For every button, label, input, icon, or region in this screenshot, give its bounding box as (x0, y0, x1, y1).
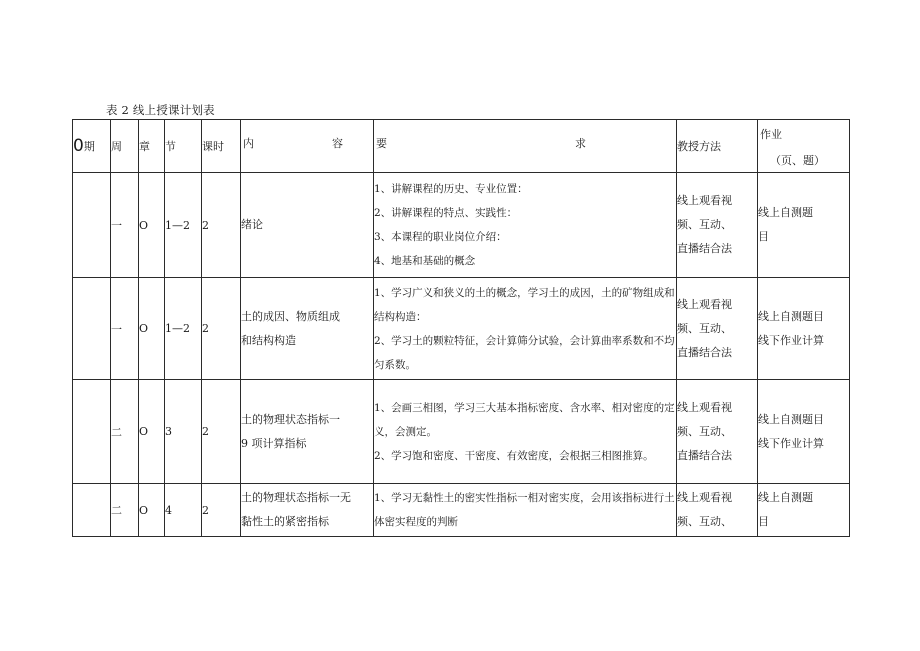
requirements-cell: 1、讲解课程的历史、专业位置： 2、讲解课程的特点、实践性： 3、本课程的职业岗位介绍： 4、地基和基础的概念 (374, 173, 677, 278)
section-cell: 3 (165, 380, 202, 484)
chapter-cell: O (139, 173, 165, 278)
method-cell: 线上观看视 频、互动、 直播结合法 (677, 278, 758, 380)
week-cell: 二 (111, 380, 139, 484)
hours-cell: 2 (202, 380, 241, 484)
table-caption: 表 2 线上授课计划表 (106, 103, 215, 117)
period-cell (73, 484, 111, 537)
method-cell: 线上观看视 频、互动、 (677, 484, 758, 537)
chapter-cell: O (139, 484, 165, 537)
period-cell (73, 278, 111, 380)
content-cell: 土的物理状态指标一无 黏性土的紧密指标 (241, 484, 374, 537)
section-cell: 4 (165, 484, 202, 537)
header-requirements: 要 求 (374, 120, 677, 173)
hours-cell: 2 (202, 278, 241, 380)
section-cell: 1—2 (165, 278, 202, 380)
header-hours: 课时 (202, 120, 241, 173)
requirements-cell: 1、学习无黏性土的密实性指标一相对密实度，会用该指标进行土体密实程度的判断 (374, 484, 677, 537)
header-method: 教授方法 (677, 120, 758, 173)
week-cell: 二 (111, 484, 139, 537)
header-row (73, 120, 850, 173)
chapter-cell: O (139, 278, 165, 380)
hours-cell: 2 (202, 173, 241, 278)
chapter-cell: O (139, 380, 165, 484)
section-cell: 1—2 (165, 173, 202, 278)
week-cell: 一 (111, 278, 139, 380)
period-cell (73, 173, 111, 278)
homework-cell: 线上自测题 目 (758, 173, 850, 278)
header-section: 节 (165, 120, 202, 173)
homework-cell: 线上自测题目 线下作业计算 (758, 278, 850, 380)
period-cell (73, 380, 111, 484)
content-cell: 绪论 (241, 173, 374, 278)
content-cell: 土的物理状态指标一 9 项计算指标 (241, 380, 374, 484)
homework-cell: 线上自测题 目 (758, 484, 850, 537)
course-plan-table (72, 119, 850, 537)
hours-cell: 2 (202, 484, 241, 537)
header-homework: 作业 （页、题） (758, 120, 850, 173)
requirements-cell: 1、会画三相图，学习三大基本指标密度、含水率、相对密度的定义，会测定。 2、学习饱和密度、干密度、有效密度，会根据三相图推算。 (374, 380, 677, 484)
header-week: 周 (111, 120, 139, 173)
header-period: 0期 (73, 120, 111, 173)
method-cell: 线上观看视 频、互动、 直播结合法 (677, 173, 758, 278)
table-row (73, 278, 850, 380)
week-cell: 一 (111, 173, 139, 278)
table-row (73, 484, 850, 537)
table-row (73, 380, 850, 484)
header-chapter: 章 (139, 120, 165, 173)
table-row (73, 173, 850, 278)
header-content: 内 容 (241, 120, 374, 173)
requirements-cell: 1、学习广义和狭义的土的概念，学习土的成因，土的矿物组成和结构构造： 2、学习土的颗粒特征，会计算筛分试验，会计算曲率系数和不均匀系数。 (374, 278, 677, 380)
homework-cell: 线上自测题目 线下作业计算 (758, 380, 850, 484)
method-cell: 线上观看视 频、互动、 直播结合法 (677, 380, 758, 484)
content-cell: 土的成因、物质组成 和结构构造 (241, 278, 374, 380)
